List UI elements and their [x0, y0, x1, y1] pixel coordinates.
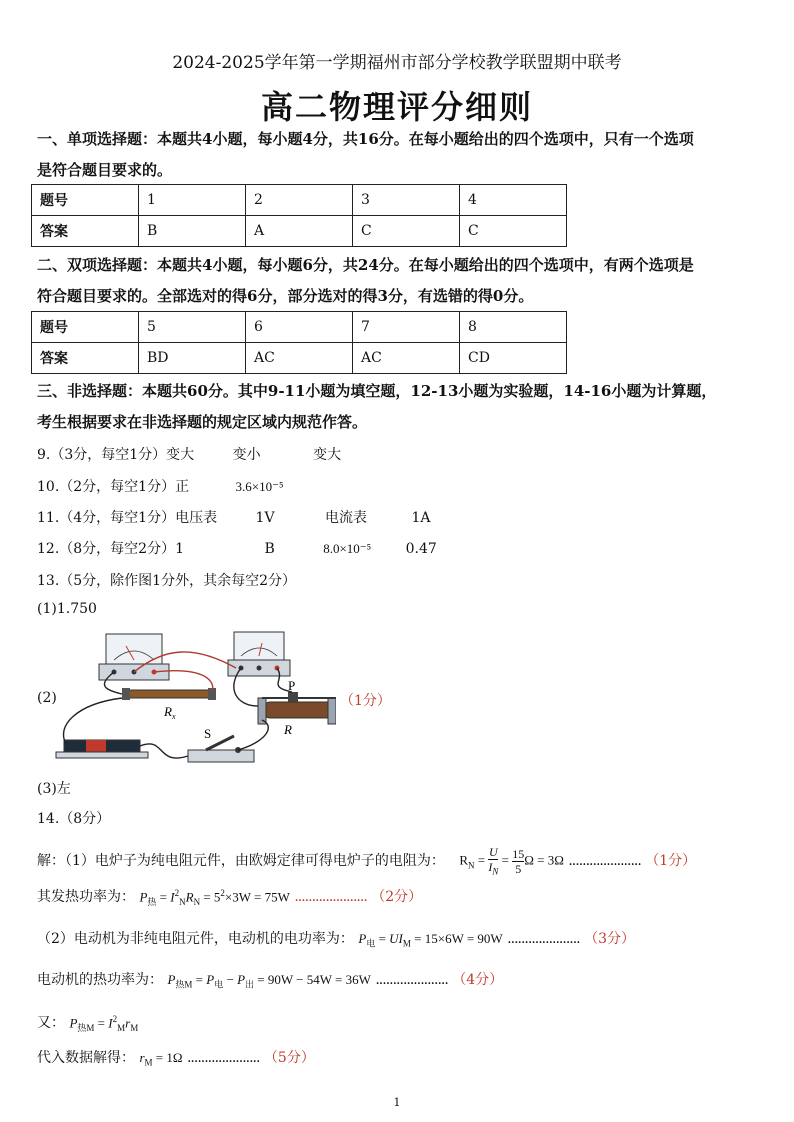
q14-step1-formula: $R_N$ = $\frac{U}{I_N}$ = $\frac{15}{5}$ Ω = 3Ω — [459, 845, 564, 877]
row-label: 题号 — [32, 185, 139, 216]
q12-blank4: 0.47 — [405, 541, 437, 557]
section1-answer-table — [31, 184, 567, 247]
q12-answer — [37, 538, 437, 558]
question-number: 3 — [353, 185, 460, 216]
section2-heading-line1: 二、双项选择题：本题共4小题，每小题6分，共24分。在每小题给出的四个选项中，有两个选项是 — [37, 256, 694, 274]
q14-step3-formula: $P_电 = UI_M = 15\times 6W = 90W$ — [358, 931, 503, 949]
q13-label: 13.（5分，除作图1分外，其余每空2分） — [37, 573, 296, 589]
section3-heading — [37, 376, 759, 438]
section3-heading-line2: 考生根据要求在非选择题的规定区域内规范作答。 — [37, 413, 368, 431]
q14-step1-score: （1分） — [645, 852, 697, 869]
q14-step1-text: 解：（1）电炉子为纯电阻元件，由欧姆定律可得电炉子的电阻为： — [37, 852, 445, 869]
q14-step2: 其发热功率为： $P_热 = I^2_NR_N = 5^2\times 3W = 75W$ ..................... （2分） — [37, 887, 423, 907]
q13-part2-label: (2) — [37, 690, 57, 706]
rheostat-r-label: R — [284, 722, 292, 737]
rheostat-icon — [258, 678, 336, 737]
table-row — [32, 185, 567, 216]
q10-label: 10.（2分，每空1分）正 — [37, 479, 190, 495]
q14-step5 — [37, 1012, 138, 1034]
table-row — [32, 312, 567, 343]
exam-subtitle: 2024-2025学年第一学期福州市部分学校教学联盟期中联考 — [172, 53, 622, 73]
row-label: 题号 — [32, 312, 139, 343]
q11-blank3: 电流表 — [325, 510, 368, 526]
section3-heading-line1: 三、非选择题：本题共60分。其中9-11小题为填空题，12-13小题为实验题，14-16小题为计算题， — [37, 382, 717, 400]
q14-step6-text: 代入数据解得： — [37, 1050, 135, 1066]
q14-step2-formula: $P_热 = I^2_NR_N = 5^2\times 3W = 75W$ — [139, 887, 290, 907]
q11-blank2: 1V — [255, 510, 275, 526]
rx-label: $R_x$ — [164, 704, 176, 721]
q10-blank2: 3.6×10⁻⁵ — [235, 479, 284, 494]
q12-blank3: 8.0×10⁻⁵ — [323, 541, 372, 556]
q14-step5-formula: $P_{热M} = I^2_Mr_M$ — [69, 1013, 139, 1033]
q14-step6-score: （5分） — [263, 1050, 315, 1066]
table-row — [32, 343, 567, 374]
answer-cell: BD — [139, 343, 246, 374]
ammeter-icon — [228, 632, 290, 676]
q14-step5-text: 又： — [37, 1015, 65, 1031]
q11-blank4: 1A — [411, 510, 431, 526]
row-label: 答案 — [32, 216, 139, 247]
section2-heading — [37, 250, 759, 312]
q9-label: 9.（3分，每空1分）变大 — [37, 447, 195, 463]
section1-heading-line1: 一、单项选择题：本题共4小题，每小题4分，共16分。在每小题给出的四个选项中，只有一个选项 — [37, 130, 694, 148]
section1-heading — [37, 124, 759, 186]
q14-step4-formula: $P_{热M} = P_电 - P_出 = 90W - 54W = 36W$ — [167, 972, 371, 990]
q14-label: 14.（8分） — [37, 811, 111, 827]
question-number: 1 — [139, 185, 246, 216]
answer-cell: CD — [460, 343, 567, 374]
q14-step3: （2）电动机为非纯电阻元件，电动机的电功率为： $P_电 = UI_M = 15\times 6W = 90W$ ..................... （3分） — [37, 928, 635, 950]
q13-part3: (3)左 — [37, 781, 71, 797]
section2-answer-table — [31, 311, 567, 374]
q14-step4-text: 电动机的热功率为： — [37, 972, 163, 988]
answer-cell: C — [460, 216, 567, 247]
q11-label: 11.（4分，每空1分）电压表 — [37, 510, 218, 526]
q14-step4-score: （4分） — [452, 972, 504, 988]
q9-blank2: 变小 — [232, 447, 261, 463]
question-number: 4 — [460, 185, 567, 216]
q12-blank2: B — [264, 541, 275, 557]
page-title: 高二物理评分细则 — [260, 88, 533, 126]
answer-cell: AC — [353, 343, 460, 374]
circuit-diagram — [36, 626, 336, 776]
q14-step2-text: 其发热功率为： — [37, 889, 135, 905]
section1-heading-line2: 是符合题目要求的。 — [37, 161, 173, 179]
q14-step2-score: （2分） — [371, 889, 423, 905]
q14-step6: 代入数据解得： $r_M = 1\Omega$ ..................... （5分） — [37, 1047, 315, 1068]
q9-answer — [37, 444, 341, 464]
q14-step1: 解：（1）电炉子为纯电阻元件，由欧姆定律可得电炉子的电阻为： $R_N$ = $\frac{U}{I_N}$ = $\frac{15}{5}$ Ω = 3Ω ..................... （1分） — [37, 845, 697, 877]
q9-blank3: 变大 — [313, 447, 342, 463]
battery-icon — [56, 740, 148, 758]
answer-cell: AC — [246, 343, 353, 374]
q14-step6-formula: $r_M = 1\Omega$ — [139, 1050, 183, 1068]
q12-label: 12.（8分，每空2分）1 — [37, 541, 184, 557]
page-number: 1 — [393, 1096, 401, 1109]
q10-answer — [37, 476, 284, 496]
answer-cell: A — [246, 216, 353, 247]
q13-part1: (1)1.750 — [37, 601, 97, 617]
question-number: 6 — [246, 312, 353, 343]
table-row — [32, 216, 567, 247]
answer-cell: B — [139, 216, 246, 247]
q14-step3-score: （3分） — [584, 931, 636, 947]
q14-step3-text: （2）电动机为非纯电阻元件，电动机的电功率为： — [37, 931, 354, 947]
q11-answer — [37, 507, 431, 527]
question-number: 7 — [353, 312, 460, 343]
answer-cell: C — [353, 216, 460, 247]
question-number: 8 — [460, 312, 567, 343]
question-number: 5 — [139, 312, 246, 343]
switch-s-label: S — [204, 726, 212, 741]
q14-step4: 电动机的热功率为： $P_{热M} = P_电 - P_出 = 90W - 54W = 36W$ ..................... （4分） — [37, 969, 503, 991]
q13-figure-score: （1分） — [340, 693, 391, 709]
rx-resistor-icon — [122, 688, 216, 721]
section2-heading-line2: 符合题目要求的。全部选对的得6分，部分选对的得3分，有选错的得0分。 — [37, 287, 534, 305]
question-number: 2 — [246, 185, 353, 216]
switch-icon — [188, 726, 254, 762]
row-label: 答案 — [32, 343, 139, 374]
slider-p-label: P — [288, 678, 296, 693]
